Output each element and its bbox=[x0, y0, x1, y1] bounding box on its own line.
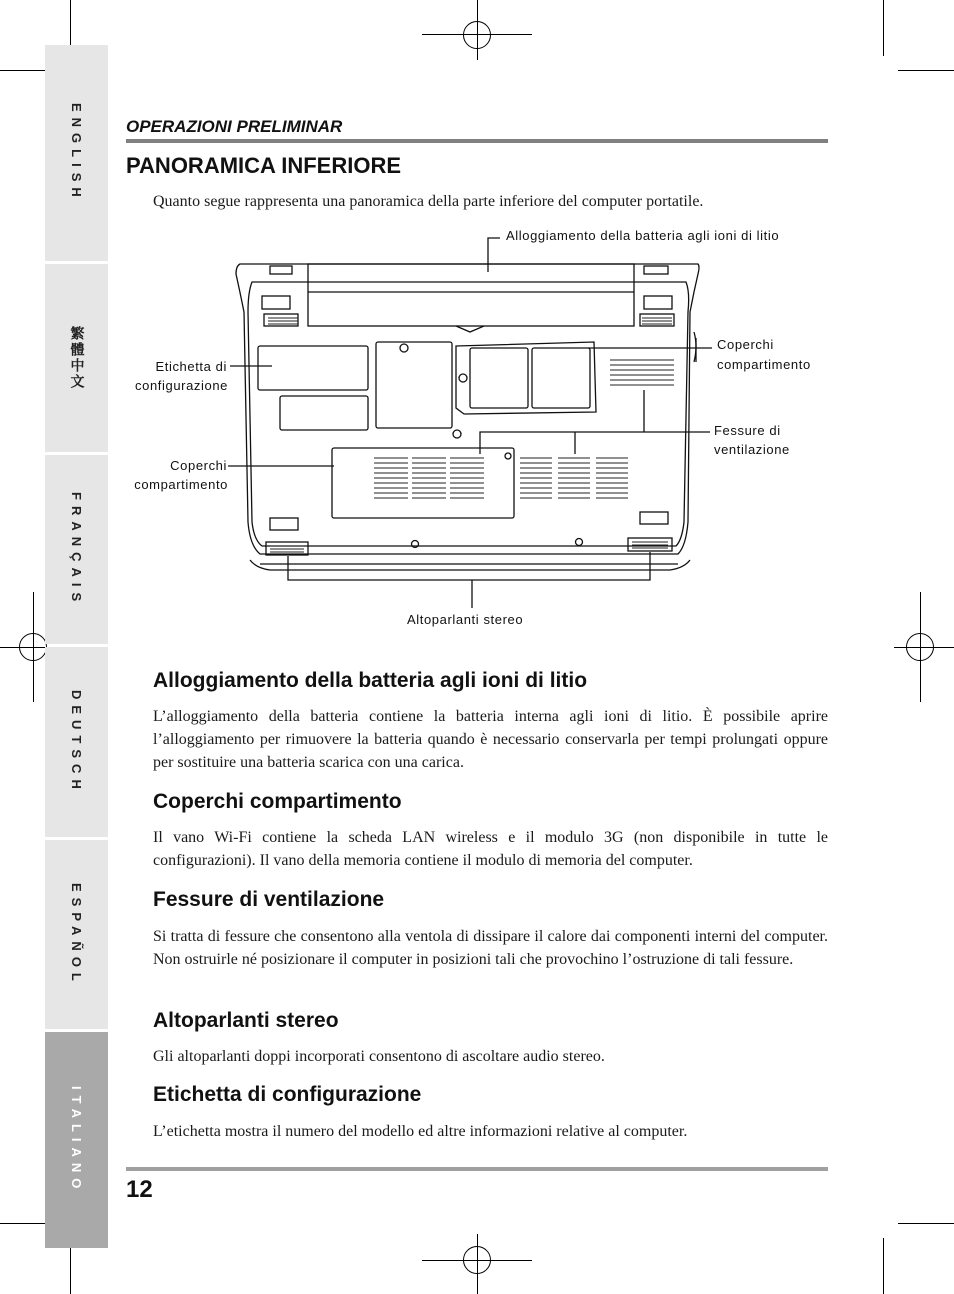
paragraph-battery: L’alloggiamento della batteria contiene la batteria interna agli ioni di litio. È possibile aprire l’alloggiamento per rimuovere la batteria quando è necessario conservarla per tempi prolungati oppure per sostituire una batteria scarica con una carica. bbox=[153, 708, 828, 771]
tab-italiano[interactable] bbox=[45, 1032, 108, 1248]
heading-covers: Coperchi compartimento bbox=[153, 790, 402, 813]
tab-label: DEUTSCH bbox=[69, 689, 84, 795]
tab-francais[interactable] bbox=[45, 455, 108, 644]
callout-speakers: Altoparlanti stereo bbox=[407, 612, 524, 627]
heading-speakers: Altoparlanti stereo bbox=[153, 1009, 339, 1032]
paragraph-config-label: L’etichetta mostra il numero del modello ed altre informazioni relative al computer. bbox=[153, 1123, 688, 1140]
tab-label: ITALIANO bbox=[69, 1085, 84, 1195]
tab-english[interactable] bbox=[45, 45, 108, 261]
callout-covers-left-line2: compartimento bbox=[134, 477, 228, 492]
callout-battery: Alloggiamento della batteria agli ioni di litio bbox=[506, 228, 780, 243]
tab-label: FRANÇAIS bbox=[69, 491, 84, 608]
callout-config-line2: configurazione bbox=[135, 378, 228, 393]
footer-rule bbox=[126, 1167, 828, 1171]
tab-label: ENGLISH bbox=[69, 103, 84, 203]
intro-text: Quanto segue rappresenta una panoramica della parte inferiore del computer portatile. bbox=[153, 193, 704, 210]
callout-config-line1: Etichetta di bbox=[155, 359, 227, 374]
tab-espanol[interactable] bbox=[45, 840, 108, 1029]
heading-battery: Alloggiamento della batteria agli ioni di litio bbox=[153, 669, 588, 692]
heading-config-label: Etichetta di configurazione bbox=[153, 1083, 422, 1106]
paragraph-covers: Il vano Wi-Fi contiene la scheda LAN wireless e il modulo 3G (non disponibile in tutte le configurazioni). Il vano della memoria contiene il modulo di memoria del computer. bbox=[153, 829, 828, 869]
vent-grille bbox=[374, 360, 674, 498]
callout-covers-right-line2: compartimento bbox=[717, 357, 811, 372]
language-sidebar bbox=[45, 45, 108, 1248]
callout-vents-line2: ventilazione bbox=[714, 442, 790, 457]
section-label: OPERAZIONI PRELIMINAR bbox=[126, 117, 343, 136]
heading-vents: Fessure di ventilazione bbox=[153, 888, 385, 911]
paragraph-vents: Si tratta di fessure che consentono alla ventola di dissipare il calore dai componenti interni del computer. Non ostruirle né posizionare il computer in posizioni tali che provochino l’ostruzione di tali fessure. bbox=[153, 928, 828, 968]
page-number: 12 bbox=[126, 1176, 153, 1203]
paragraph-speakers: Gli altoparlanti doppi incorporati consentono di ascoltare audio stereo. bbox=[153, 1048, 605, 1065]
tab-traditional-chinese[interactable] bbox=[45, 264, 108, 452]
header-rule bbox=[126, 139, 828, 143]
tab-deutsch[interactable] bbox=[45, 647, 108, 837]
callout-covers-right-line1: Coperchi bbox=[717, 337, 774, 352]
callout-covers-left-line1: Coperchi bbox=[170, 458, 227, 473]
page-title: PANORAMICA INFERIORE bbox=[126, 153, 401, 178]
laptop-bottom-diagram bbox=[120, 222, 830, 634]
callout-vents-line1: Fessure di bbox=[714, 423, 781, 438]
tab-label: 繁體中文 bbox=[68, 326, 85, 390]
tab-label: ESPAÑOL bbox=[69, 882, 84, 987]
